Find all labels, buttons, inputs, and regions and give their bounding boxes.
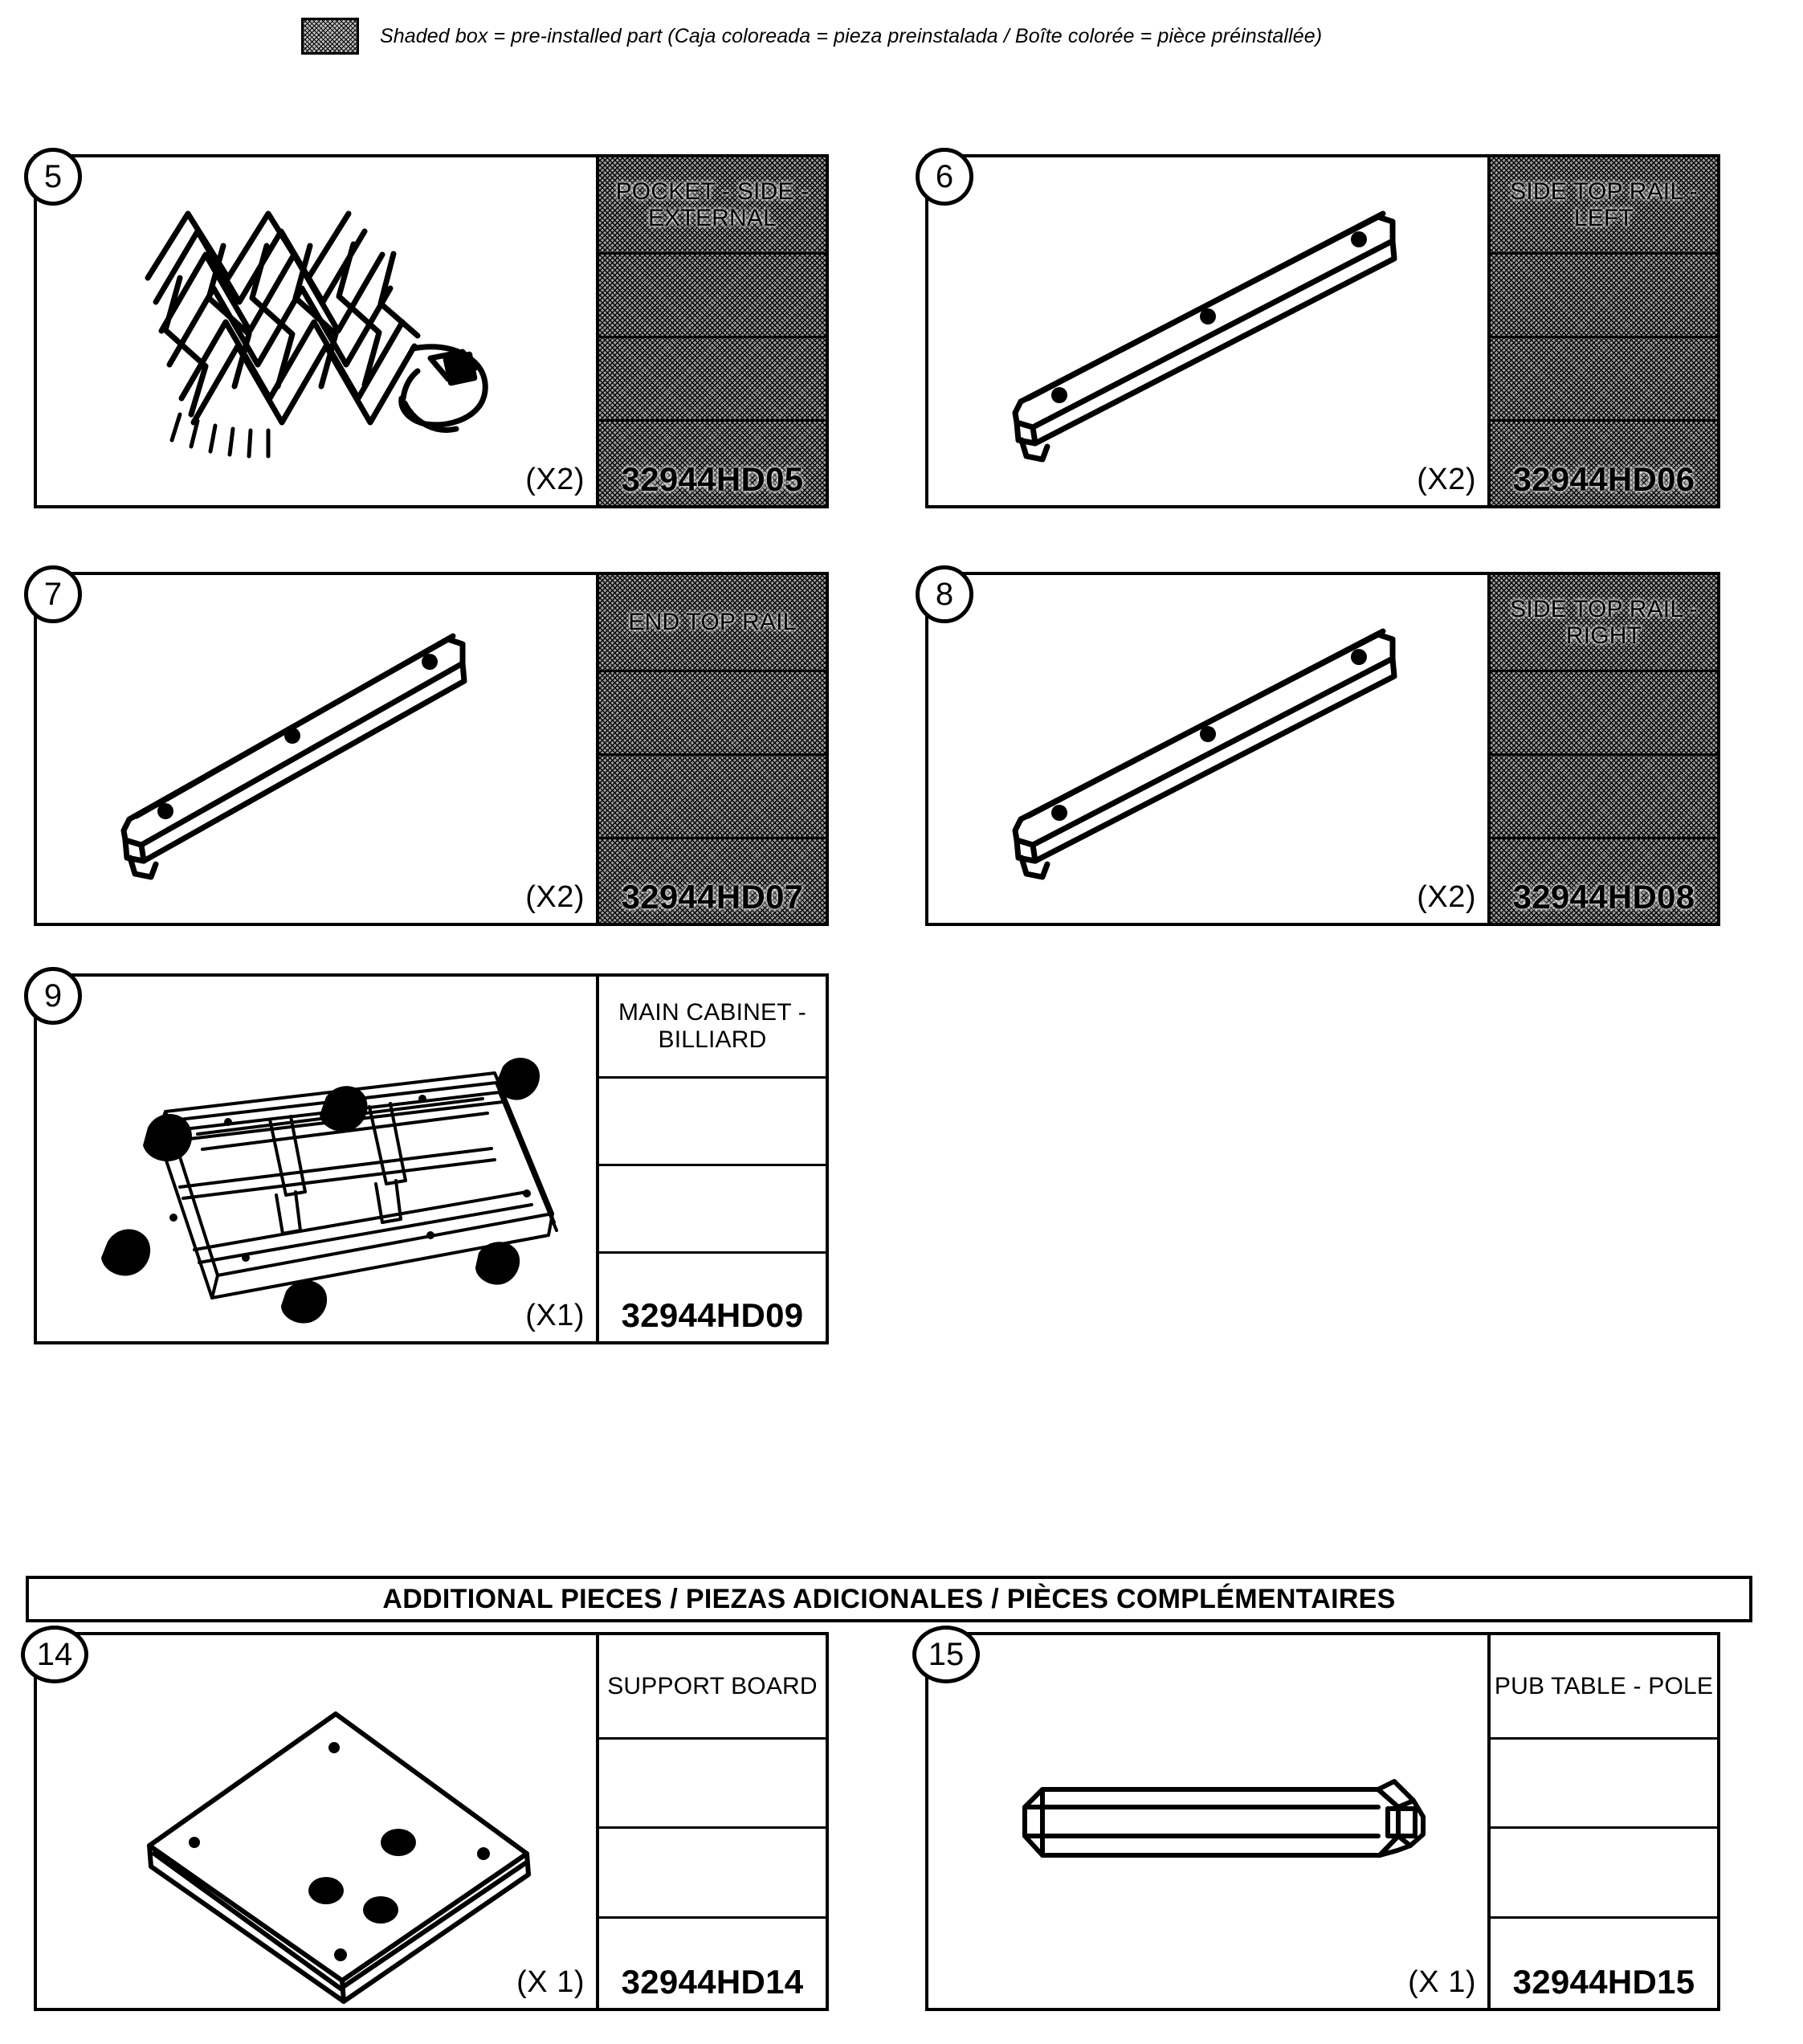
part-label-row-blank: [1491, 1740, 1717, 1829]
part-quantity-7: (X2): [525, 880, 585, 914]
part-illustration-main-cabinet-billiard: [37, 977, 596, 1341]
part-label-row-blank: [599, 1829, 826, 1918]
part-code-6: 32944HD06: [1512, 460, 1695, 498]
part-box-7[interactable]: [34, 572, 829, 926]
part-label-row-blank: [1491, 672, 1717, 756]
part-label-row-blank: [599, 1079, 826, 1166]
part-label-panel-9: [596, 977, 826, 1341]
part-quantity-14: (X 1): [516, 1965, 585, 1999]
additional-pieces-banner: [26, 1576, 1752, 1622]
legend: [301, 18, 1322, 55]
part-label-panel-8: [1487, 575, 1717, 923]
shaded-box-swatch: [301, 18, 359, 55]
part-number-bubble-9: [24, 967, 82, 1025]
part-number-bubble-15: [912, 1626, 980, 1683]
part-illustration-side-top-rail-right: [928, 575, 1487, 923]
additional-pieces-banner-text: ADDITIONAL PIECES / PIEZAS ADICIONALES / PIÈCES COMPLÉMENTAIRES: [382, 1583, 1396, 1614]
part-label-row-blank: [1491, 338, 1717, 422]
part-box-8[interactable]: [925, 572, 1720, 926]
part-title-6: SIDE TOP RAIL - LEFT: [1510, 177, 1698, 232]
part-label-row-blank: [599, 672, 826, 756]
part-quantity-6: (X2): [1417, 463, 1476, 496]
part-illustration-end-top-rail: [37, 575, 596, 923]
part-number-14: 14: [36, 1637, 73, 1672]
part-label-panel-15: [1487, 1635, 1717, 2008]
part-label-row-blank: [599, 255, 826, 338]
part-box-6[interactable]: [925, 154, 1720, 508]
part-box-5[interactable]: [34, 154, 829, 508]
part-illustration-pocket-side-external: [37, 157, 596, 505]
part-label-row-blank: [1491, 1829, 1717, 1918]
part-number-9: 9: [43, 978, 63, 1014]
part-label-panel-5: [596, 157, 826, 505]
part-box-14[interactable]: [34, 1632, 829, 2011]
part-label-row-blank: [1491, 756, 1717, 839]
part-title-5: POCKET - SIDE - EXTERNAL: [615, 177, 810, 232]
part-number-bubble-14: [21, 1626, 88, 1683]
part-title-15: PUB TABLE - POLE: [1494, 1672, 1714, 1699]
part-box-9[interactable]: [34, 973, 829, 1344]
part-title-9: MAIN CABINET - BILLIARD: [618, 999, 806, 1054]
part-label-row-blank: [599, 1166, 826, 1254]
part-quantity-15: (X 1): [1408, 1965, 1476, 1999]
part-label-panel-14: [596, 1635, 826, 2008]
part-box-15[interactable]: [925, 1632, 1720, 2011]
part-quantity-9: (X1): [525, 1299, 585, 1332]
part-label-row-blank: [1491, 255, 1717, 338]
part-label-row-blank: [599, 1740, 826, 1829]
part-quantity-8: (X2): [1417, 880, 1476, 914]
part-illustration-support-board: [37, 1635, 596, 2008]
part-number-bubble-5: [24, 148, 82, 206]
part-code-9: 32944HD09: [621, 1296, 804, 1334]
part-label-row-blank: [599, 338, 826, 422]
part-code-8: 32944HD08: [1512, 878, 1695, 916]
part-number-bubble-7: [24, 565, 82, 623]
part-title-14: SUPPORT BOARD: [607, 1672, 818, 1699]
part-number-bubble-6: [916, 148, 973, 206]
part-label-panel-7: [596, 575, 826, 923]
legend-text: Shaded box = pre-installed part (Caja coloreada = pieza preinstalada / Boîte colorée = pièce préinstallée): [380, 24, 1323, 47]
part-number-7: 7: [43, 577, 63, 612]
part-code-5: 32944HD05: [621, 460, 804, 498]
part-label-panel-6: [1487, 157, 1717, 505]
part-number-8: 8: [935, 577, 954, 612]
part-quantity-5: (X2): [525, 463, 585, 496]
part-code-7: 32944HD07: [621, 878, 804, 916]
part-title-8: SIDE TOP RAIL - RIGHT: [1510, 595, 1698, 650]
part-number-bubble-8: [916, 565, 973, 623]
part-illustration-pub-table-pole: [928, 1635, 1487, 2008]
part-label-row-blank: [599, 756, 826, 839]
part-number-15: 15: [928, 1637, 965, 1672]
part-number-5: 5: [43, 159, 63, 194]
part-code-14: 32944HD14: [621, 1963, 804, 2001]
part-code-15: 32944HD15: [1512, 1963, 1695, 2001]
part-number-6: 6: [935, 159, 954, 194]
part-illustration-side-top-rail-left: [928, 157, 1487, 505]
part-title-7: END TOP RAIL: [628, 609, 797, 636]
